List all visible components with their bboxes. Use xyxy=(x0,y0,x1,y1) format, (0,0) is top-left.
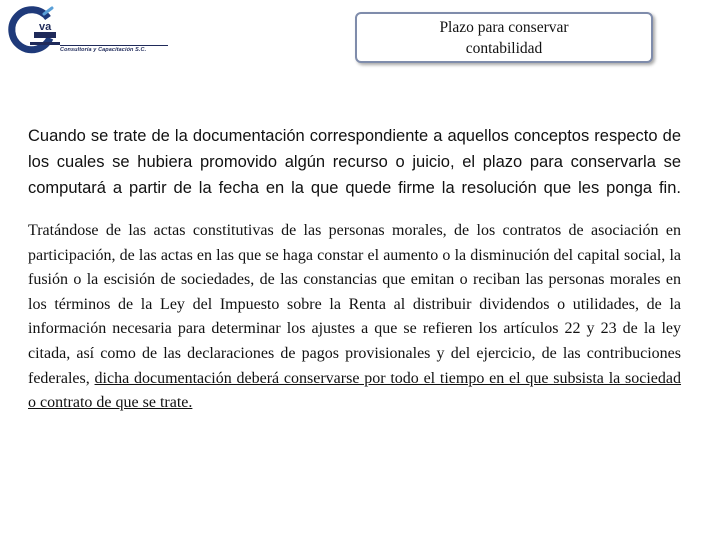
page-title: Plazo para conservar contabilidad xyxy=(439,18,569,57)
paragraph-actas xyxy=(28,219,681,416)
gva-logo-icon xyxy=(4,4,64,56)
paragraph-actas-lead: Tratándose de las actas constitutivas de las personas morales, de los contratos de asociación en participación, de las actas en las que se haga constar el aumento o la disminución del capital social, la fusión o la escisión de sociedades, de las constancias que emitan o reciban las personas morales en los términos de la Ley del Impuesto sobre la Renta al distribuir dividendos o utilidades, de la información necesaria para determinar los ajustes a que se refieren los artículos 22 y 23 de la ley citada, así como de las declaraciones de pagos provisionales y del ejercicio, de las contribuciones federales, xyxy=(28,222,681,387)
paragraph-recursos: Cuando se trate de la documentación correspondiente a aquellos conceptos respecto de los cuales se hubiera promovido algún recurso o juicio, el plazo para conservarla se computará a partir de la fecha en la que quede firme la resolución que les ponga fin. xyxy=(28,127,681,197)
company-logo xyxy=(4,4,174,60)
logo-rule xyxy=(60,45,168,46)
logo-caption: Consultoría y Capacitación S.C. xyxy=(60,47,147,53)
paragraph-actas-emphasis: dicha documentación deberá conservarse por todo el tiempo en el que subsista la sociedad o contrato de que se trate. xyxy=(28,369,682,412)
title-box xyxy=(355,12,653,63)
logo-initials: va xyxy=(39,21,52,33)
